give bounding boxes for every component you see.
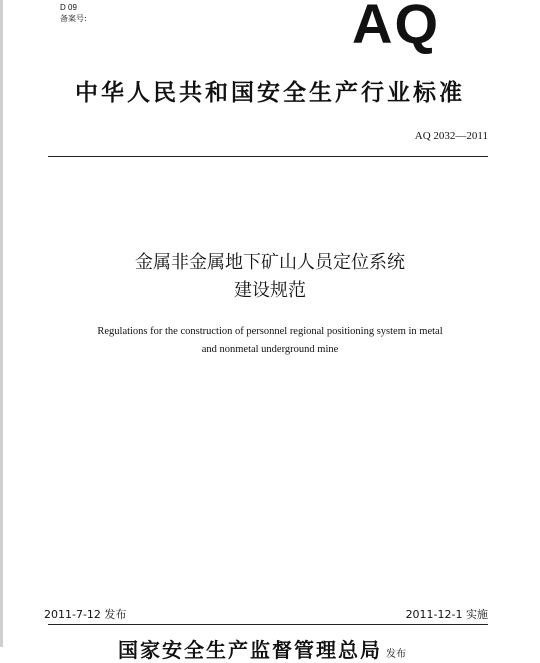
document-title-cn-line2: 建设规范 [234,280,306,301]
issuer-suffix: 发布 [386,649,406,660]
standard-number: AQ 2032—2011 [414,130,488,142]
document-title-cn-line1: 金属非金属地下矿山人员定位系统 [135,252,405,273]
document-title-en-line2: and nonmetal underground mine [201,344,339,355]
bottom-divider [48,624,488,625]
issuer-name: 国家安全生产监督管理总局 [118,638,382,662]
aq-logo: AQ [352,0,440,55]
record-number-label: 备案号: [60,14,87,23]
implementation-date: 2011-12-1 实施 [405,608,488,621]
top-divider [48,156,488,157]
document-title-en-line1: Regulations for the construction of personnel regional positioning system in metal [97,326,443,337]
classification-code: D 09 [60,3,77,12]
issue-date: 2011-7-12 发布 [44,608,127,621]
standard-title: 中华人民共和国安全生产行业标准 [75,80,465,106]
issuing-authority [118,634,406,663]
